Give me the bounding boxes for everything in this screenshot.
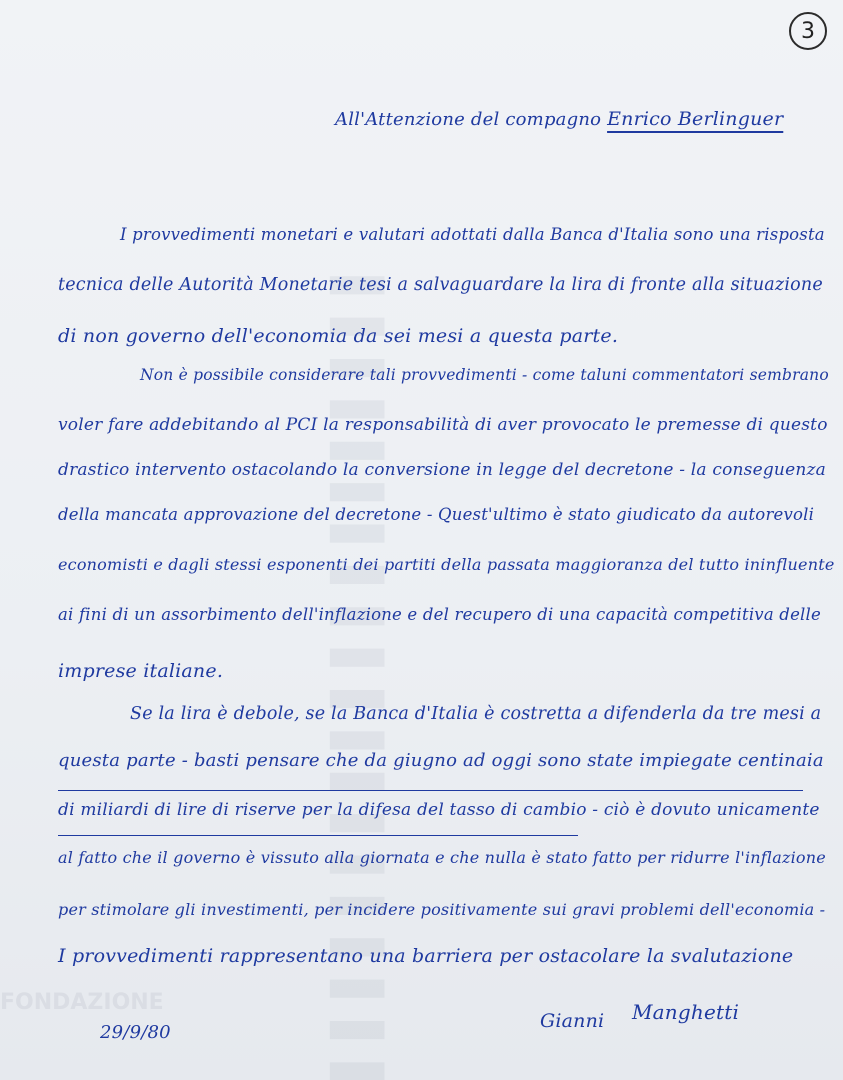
archive-watermark: FONDAZIONE [0,990,164,1015]
text-line: drastico intervento ostacolando la conversione in legge del decretone - la conseguenza [58,460,826,480]
text-line: di non governo dell'economia da sei mesi a questa parte. [58,325,619,347]
text-line: al fatto che il governo è vissuto alla giornata e che nulla è stato fatto per ridurre l'inflazione [58,848,826,867]
text-line: economisti e dagli stessi esponenti dei partiti della passata maggioranza del tutto ininfluente [58,555,835,574]
addressee-prefix: All'Attenzione del compagno [335,109,602,130]
text-line: della mancata approvazione del decretone - Quest'ultimo è stato giudicato da autorevoli [58,505,815,524]
text-line: Se la lira è debole, se la Banca d'Italia è costretta a difenderla da tre mesi a [130,704,822,724]
text-line: Non è possibile considerare tali provvedimenti - come taluni commentatori sembrano [140,366,829,384]
underline-stroke [58,790,803,791]
signature-first-name: Gianni [540,1010,605,1032]
text-line: I provvedimenti monetari e valutari adottati dalla Banca d'Italia sono una risposta [120,225,825,244]
text-line: imprese italiane. [58,660,224,682]
text-line: tecnica delle Autorità Monetarie tesi a salvaguardare la lira di fronte alla situazione [58,275,823,295]
text-line: voler fare addebitando al PCI la responsabilità di aver provocato le premesse di questo [58,415,828,435]
addressee-line [335,108,783,130]
underline-stroke [58,835,578,836]
letter-date: 29/9/80 [100,1022,171,1043]
text-line: I provvedimenti rappresentano una barriera per ostacolare la svalutazione [58,945,794,967]
text-line: ai fini di un assorbimento dell'inflazione e del recupero di una capacità competitiva delle [58,605,821,624]
addressee-name: Enrico Berlinguer [607,108,784,130]
text-line: questa parte - basti pensare che da giugno ad oggi sono state impiegate centinaia [58,750,824,771]
page-number-circle [789,12,827,50]
text-line: per stimolare gli investimenti, per incidere positivamente sui gravi problemi dell'economia - [58,900,826,919]
page-number: 3 [801,18,815,44]
signature-last-name: Manghetti [632,1000,740,1024]
text-line: di miliardi di lire di riserve per la difesa del tasso di cambio - ciò è dovuto unicamente [58,800,820,820]
archive-watermark-vertical: ▌▌▌▌▌▌▌▌▌▌▌▌▌▌▌▌▌▌▌▌ [330,252,384,1080]
